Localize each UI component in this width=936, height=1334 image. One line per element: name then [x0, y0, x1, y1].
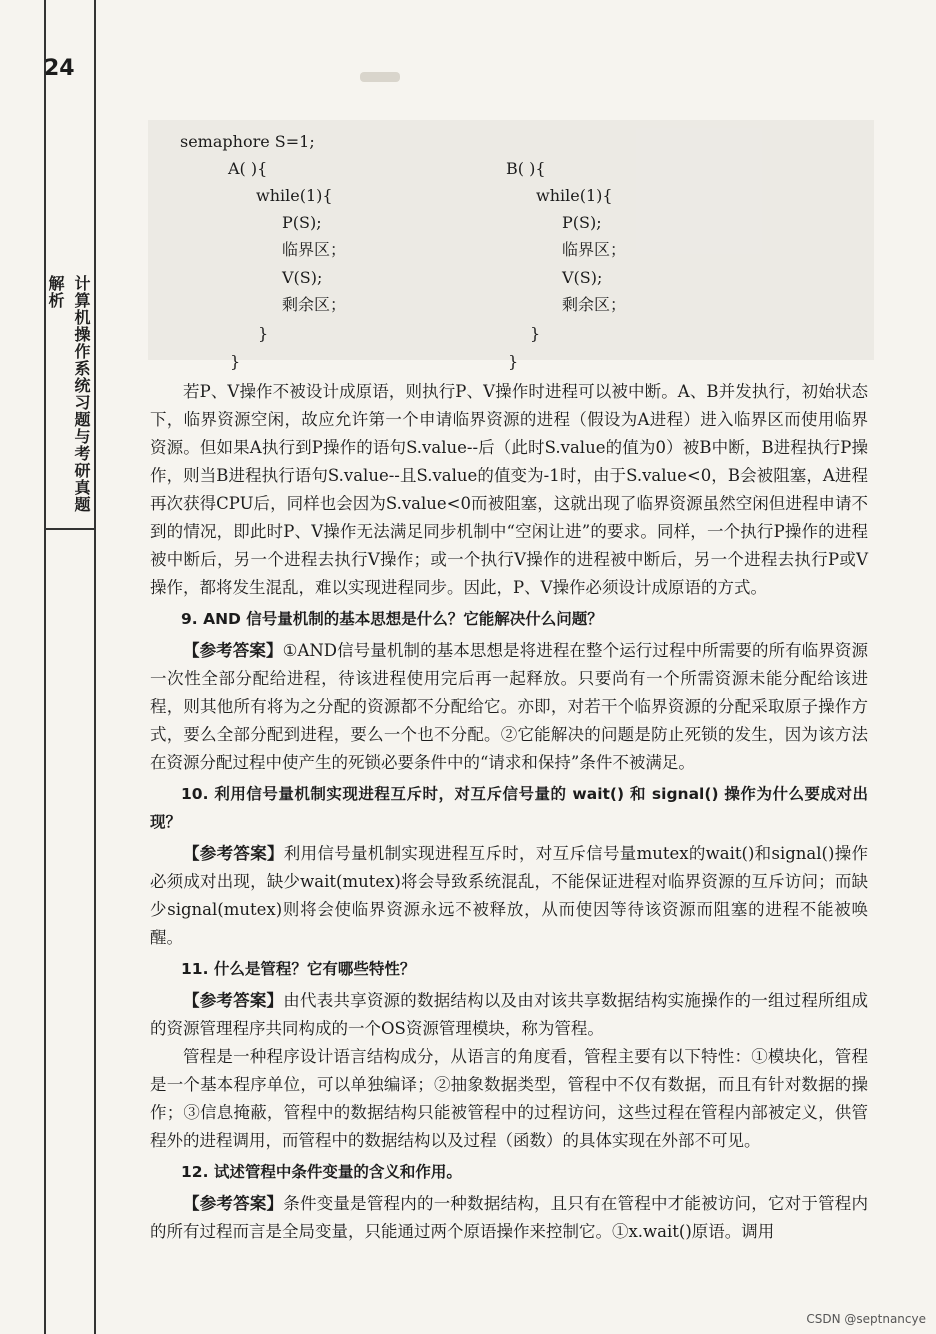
margin-rule-inner [94, 0, 96, 1334]
question-10: 10. 利用信号量机制实现进程互斥时，对互斥信号量的 wait() 和 signal() 操作为什么要成对出现？ [150, 785, 868, 831]
margin-divider [46, 528, 96, 530]
code-right-line: 临界区； [562, 240, 627, 259]
code-left-line: V(S); [282, 268, 323, 287]
answer-9 [150, 637, 868, 777]
code-decl: semaphore S=1; [180, 132, 315, 151]
code-right-line: while(1){ [536, 186, 613, 205]
code-left-line: P(S); [282, 213, 322, 232]
question-12: 12. 试述管程中条件变量的含义和作用。 [181, 1163, 462, 1181]
code-right-line: } [508, 352, 519, 371]
code-left-line: while(1){ [256, 186, 333, 205]
answer-label: 【参考答案】 [183, 641, 283, 660]
code-left-line: A( ){ [228, 159, 268, 178]
answer-label: 【参考答案】 [183, 1194, 284, 1213]
code-right-line: } [530, 324, 541, 343]
margin-rule-outer [44, 0, 46, 1334]
code-right-line: P(S); [562, 213, 602, 232]
answer-label: 【参考答案】 [183, 991, 284, 1010]
code-left-line: } [258, 324, 269, 343]
csdn-watermark: CSDN @septnancye [806, 1312, 926, 1326]
code-left-line: } [230, 352, 241, 371]
answer-11 [150, 987, 868, 1043]
paragraph-pv-primitive: 若P、V操作不被设计成原语，则执行P、V操作时进程可以被中断。A、B并发执行，初始状态下，临界资源空闲，故应允许第一个申请临界资源的进程（假设为A进程）进入临界区而使用临界资源。但如果A执行到P操作的语句S.value--后（此时S.value的值为0）被B中断，B进程执行P操作，则当B进程执行语句S.value--且S.value的值变为-1时，由于S.value<0，B会被阻塞，A进程再次获得CPU后，同样也会因为S.value<0而被阻塞，这就出现了临界资源虽然空闲但进程申请不到的情况，即此时P、V操作无法满足同步机制中“空闲让进”的要求。同样，一个执行P操作的进程被中断后，另一个进程去执行V操作；或一个执行V操作的进程被中断后，另一个进程去执行P或V操作，都将发生混乱，难以实现进程同步。因此，P、V操作必须设计成原语的方式。 [150, 382, 868, 597]
code-left-line: 临界区； [282, 240, 347, 259]
answer-text: ①AND信号量机制的基本思想是将进程在整个运行过程中所需要的所有临界资源一次性全部分配给进程，待该进程使用完后再一起释放。只要尚有一个所需资源未能分配给该进程，则其他所有将为之分配的资源都不分配给它。亦即，对若干个临界资源的分配采取原子操作方式，要么全部分配到进程，要么一个也不分配。②它能解决的问题是防止死锁的发生，因为该方法在资源分配过程中使产生的死锁必要条件中的“请求和保持”条件不被满足。 [150, 641, 869, 772]
question-9: 9. AND 信号量机制的基本思想是什么？它能解决什么问题？ [181, 610, 603, 628]
code-right-line: V(S); [562, 268, 603, 287]
answer-label: 【参考答案】 [183, 844, 284, 863]
question-11: 11. 什么是管程？它有哪些特性？ [181, 960, 416, 978]
answer-10 [150, 840, 868, 952]
code-left-line: 剩余区； [282, 295, 347, 314]
header-mark [360, 72, 400, 82]
answer-text: 由代表共享资源的数据结构以及由对该共享数据结构实施操作的一组过程所组成的资源管理程序共同构成的一个OS资源管理模块，称为管程。 [150, 991, 869, 1038]
code-right-line: 剩余区； [562, 295, 627, 314]
answer-12 [150, 1190, 868, 1246]
answer-text: 利用信号量机制实现进程互斥时，对互斥信号量mutex的wait()和signal()操作必须成对出现，缺少wait(mutex)将会导致系统混乱，不能保证进程对临界资源的互斥访问；而缺少signal(mutex)则将会使临界资源永远不被释放，从而使因等待该资源而阻塞的进程不能被唤醒。 [150, 844, 869, 947]
book-title: 计算机操作系统习题与考研真题解析 [46, 275, 91, 513]
answer-text: 条件变量是管程内的一种数据结构，且只有在管程中才能被访问，它对于管程内的所有过程而言是全局变量，只能通过两个原语操作来控制它。①x.wait()原语。调用 [150, 1194, 869, 1241]
main-content [150, 378, 868, 1246]
code-right-line: B( ){ [506, 159, 546, 178]
page-margin [0, 0, 96, 1334]
paragraph-monitor-features: 管程是一种程序设计语言结构成分，从语言的角度看，管程主要有以下特性：①模块化，管程是一个基本程序单位，可以单独编译；②抽象数据类型，管程中不仅有数据，而且有针对数据的操作；③信息掩蔽，管程中的数据结构只能被管程中的过程访问，这些过程在管程内部被定义，供管程外的进程调用，而管程中的数据结构以及过程（函数）的具体实现在外部不可见。 [150, 1047, 868, 1150]
page-number: 24 [44, 56, 75, 81]
